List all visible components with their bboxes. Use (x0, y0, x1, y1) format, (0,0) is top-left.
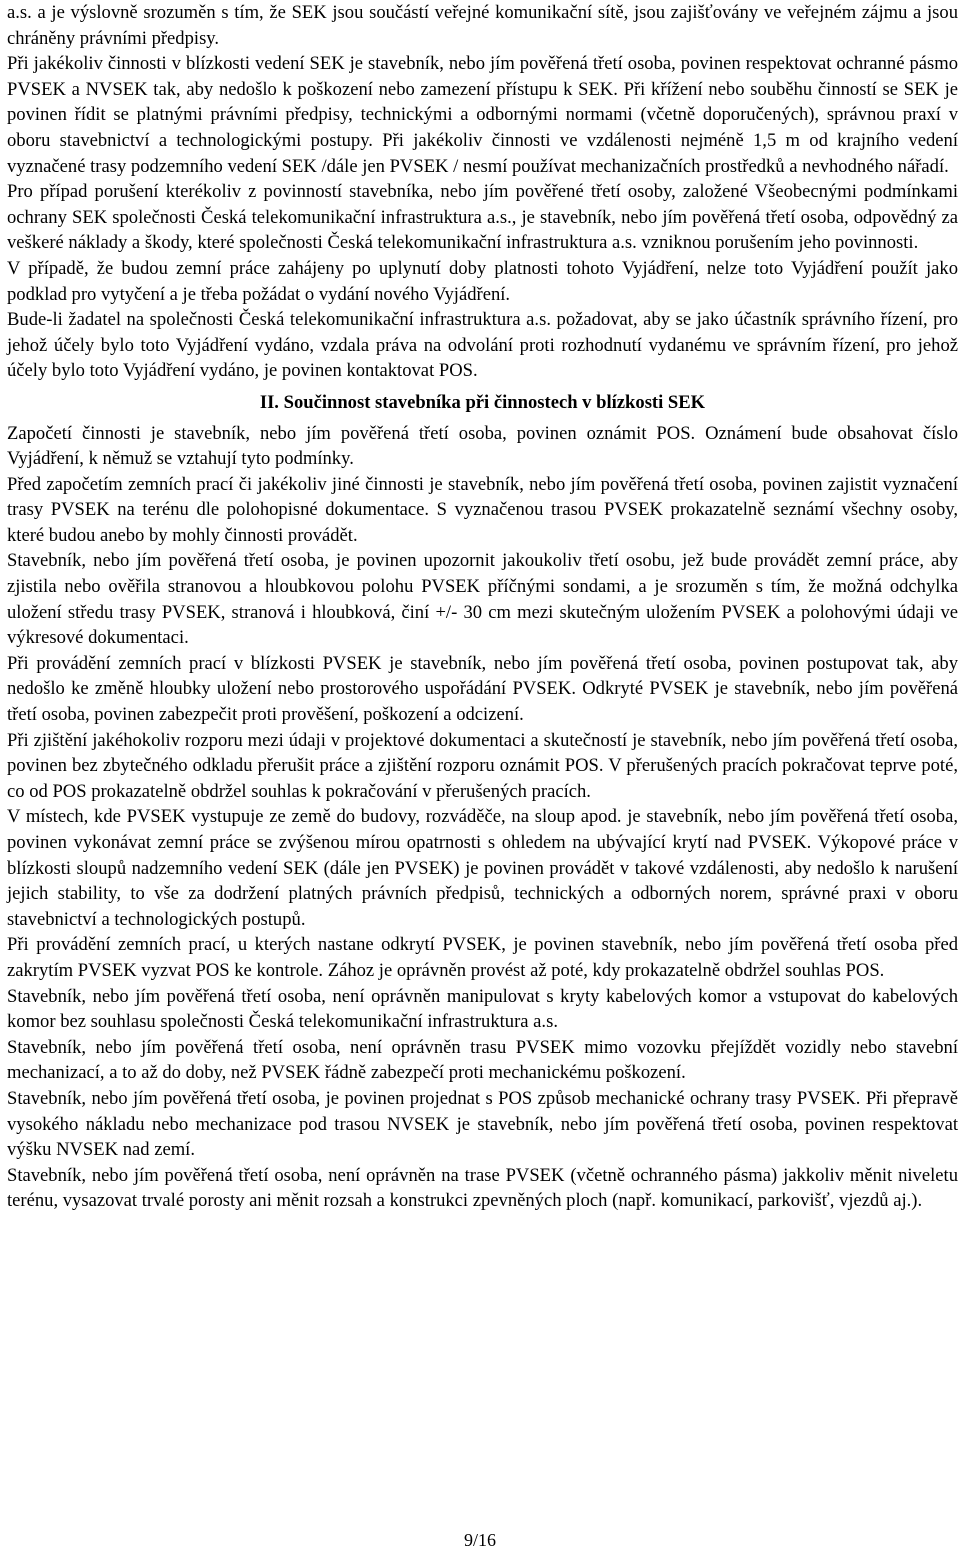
paragraph: Započetí činnosti je stavebník, nebo jím pověřená třetí osoba, povinen oznámit POS. Oznámení bude obsahovat číslo Vyjádření, k němuž se vztahují tyto podmínky. (7, 422, 958, 470)
paragraph: Stavebník, nebo jím pověřená třetí osoba, není oprávněn na trase PVSEK (včetně ochranného pásma) jakkoliv měnit niveletu terénu, vysazovat trvalé porosty ani měnit rozsah a konstrukci zpevněných ploch (např. komunikací, parkovišť, vjezdů aj.). (7, 1164, 958, 1212)
paragraph: V místech, kde PVSEK vystupuje ze země do budovy, rozváděče, na sloup apod. je stavebník, nebo jím pověřená třetí osoba, povinen vykonávat zemní práce se zvýšenou mírou opatrnosti s ohledem na ubývající krytí nad PVSEK. Výkopové práce v blízkosti sloupů nadzemního vedení SEK (dále jen PVSEK) je povinen provádět v takové vzdálenosti, aby nedošlo k narušení jejich stability, to vše za dodržení platných právních předpisů, technických a odborných norem, správné praxi v oboru stavebnictví a technologických postupů. (7, 806, 958, 930)
paragraph: Při jakékoliv činnosti v blízkosti vedení SEK je stavebník, nebo jím pověřená třetí osoba, povinen respektovat ochranné pásmo PVSEK a NVSEK tak, aby nedošlo k poškození nebo zamezení přístupu k SEK. Při křížení nebo souběhu činností se SEK je povinen řídit se platnými právními předpisy, technickými a odbornými normami (včetně doporučených), správnou praxí v oboru stavebnictví a technologickými postupy. Při jakékoliv činnosti ve vzdálenosti nejméně 1,5 m od krajního vedení vyznačené trasy podzemního vedení SEK /dále jen PVSEK / nesmí používat mechanizačních prostředků a nevhodného nářadí. (7, 53, 958, 177)
paragraph: Bude-li žadatel na společnosti Česká telekomunikační infrastruktura a.s. požadovat, aby se jako účastník správního řízení, pro jehož účely bylo toto Vyjádření vydáno, vzdala práva na odvolání proti rozhodnutí vydanému ve správním řízení, pro jehož účely bylo toto Vyjádření vydáno, je povinen kontaktovat POS. (7, 309, 958, 382)
paragraph: V případě, že budou zemní práce zahájeny po uplynutí doby platnosti tohoto Vyjádření, nelze toto Vyjádření použít jako podklad pro vytyčení a je třeba požádat o vydání nového Vyjádření. (7, 257, 958, 305)
page-number: 9/16 (463, 1530, 496, 1550)
paragraph: Před započetím zemních prací či jakékoliv jiné činnosti je stavebník, nebo jím pověřená třetí osoba, povinen zajistit vyznačení trasy PVSEK na terénu dle polohopisné dokumentace. S vyznačenou trasou PVSEK prokazatelně seznámí všechny osoby, které budou anebo by mohly činnosti provádět. (7, 473, 958, 546)
section-heading: II. Součinnost stavebníka při činnostech v blízkosti SEK (259, 391, 706, 413)
paragraph: Stavebník, nebo jím pověřená třetí osoba, není oprávněn trasu PVSEK mimo vozovku přejíždět vozidly nebo stavební mechanizací, a to až do doby, než PVSEK řádně zabezpečí proti mechanickému poškození. (7, 1036, 958, 1084)
document-page (7, 0, 958, 1214)
paragraph: Pro případ porušení kterékoliv z povinností stavebníka, nebo jím pověřené třetí osoby, založené Všeobecnými podmínkami ochrany SEK společnosti Česká telekomunikační infrastruktura a.s., je stavebník, nebo jím pověřená třetí osoba, odpovědný za veškeré náklady a škody, které společnosti Česká telekomunikační infrastruktura a.s. vzniknou porušením jeho povinnosti. (7, 181, 958, 254)
paragraph: a.s. a je výslovně srozuměn s tím, že SEK jsou součástí veřejné komunikační sítě, jsou zajišťovány ve veřejném zájmu a jsou chráněny právními předpisy. (7, 2, 958, 49)
paragraph: Stavebník, nebo jím pověřená třetí osoba, je povinen upozornit jakoukoliv třetí osobu, jež bude provádět zemní práce, aby zjistila nebo ověřila stranovou a hloubkovou polohu PVSEK příčnými sondami, a je srozuměn s tím, že možná odchylka uložení středu trasy PVSEK, stranová i hloubková, činí +/- 30 cm mezi skutečným uložením PVSEK a polohovými údaji ve výkresové dokumentaci. (7, 550, 958, 649)
paragraph: Při zjištění jakéhokoliv rozporu mezi údaji v projektové dokumentaci a skutečností je stavebník, nebo jím pověřená třetí osoba, povinen bez zbytečného odkladu přerušit práce a zjištění rozporu oznámit POS. V přerušených pracích pokračovat teprve poté, co od POS prokazatelně obdržel souhlas k pokračování v přerušených pracích. (7, 729, 958, 802)
paragraph: Při provádění zemních prací v blízkosti PVSEK je stavebník, nebo jím pověřená třetí osoba, povinen postupovat tak, aby nedošlo ke změně hloubky uložení nebo prostorového uspořádání PVSEK. Odkryté PVSEK je stavebník, nebo jím pověřená třetí osoba, povinen zabezpečit proti prověšení, poškození a odcizení. (7, 652, 958, 726)
paragraph: Při provádění zemních prací, u kterých nastane odkrytí PVSEK, je povinen stavebník, nebo jím pověřená třetí osoba před zakrytím PVSEK vyzvat POS ke kontrole. Zához je oprávněn provést až poté, kdy prokazatelně obdržel souhlas POS. (7, 934, 958, 981)
paragraph: Stavebník, nebo jím pověřená třetí osoba, není oprávněn manipulovat s kryty kabelových komor a vstupovat do kabelových komor bez souhlasu společnosti Česká telekomunikační infrastruktura a.s. (7, 985, 958, 1033)
paragraph: Stavebník, nebo jím pověřená třetí osoba, je povinen projednat s POS způsob mechanické ochrany trasy PVSEK. Při přepravě vysokého nákladu nebo mechanizace pod trasou NVSEK je stavebník, nebo jím pověřená třetí osoba, povinen respektovat výšku NVSEK nad zemí. (7, 1087, 958, 1161)
